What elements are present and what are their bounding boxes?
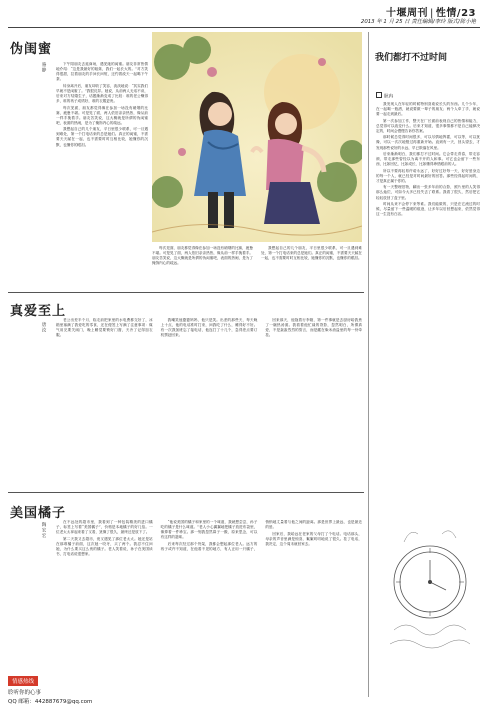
story3-title: 美国橘子 xyxy=(10,506,67,521)
story2-p2: 我嘲笑他婆婆妈妈，他只是笑。出差的那些天，每天晚上十点，他的电话准时打来，问我吃了什么，睡得好不好。有一次我加班忘了接电话，他连打了十几个，急得差点要订机票赶回来。 xyxy=(160,318,258,338)
clock-icon xyxy=(384,520,476,660)
story1-p2: 转身离开后，朋友却收了笑容，淡淡地说：“其实我们早就不是闺蜜了。”我很诧异。她说，从前两人无话不谈，后来对方结婚生子，话题渐渐变成了比较：谁的老公赚得多，谁的孩子成绩好，谁的衣服更贵。 xyxy=(56,83,148,104)
story1-p3: 每次见面，朋友都觉得像在参加一场没有硝烟的比赛，疲惫不堪。可是见了面，两人依旧亲亲热热，像从前一样手挽着手。朋友苦笑说，这大概就是所谓的伪闺蜜吧，表面的热闹，是为了掩饰内心的疏远。 xyxy=(56,105,148,125)
sidebar-author: 耿冉 xyxy=(384,94,394,100)
story1-p1: 下午陪朋友去逛商场，遇见她的闺蜜。朋友非常热情地介绍：“这是我最好的姐妹，我们一起长大的。”对方笑得很甜，拉着朋友的手问长问短，还约着改天一起喝下午茶。 xyxy=(56,62,148,82)
story3-p3: “他说美国的橘子和家里的一个味道，我就想尝尝，孙子吃的橘子是什么味道。”老人小心翼翼地把橘子放进布袋里，像捧着一件珍宝。那一刻我忽然鼻子一酸，原来思念，可以有这样的滋味。 xyxy=(160,520,258,540)
illustration-two-women xyxy=(152,32,362,242)
footer-tag: 情感热线 xyxy=(8,676,38,686)
story1-author: 骆静 xyxy=(41,62,46,74)
sidebar-p3: 那时候总觉得时间很多，可以尽情地挥霍，可以等，可以犹豫，可以一次次地错过再重新开始。直到有一天，回头望去，才发现那些说好的永远，早已散落在风里。 xyxy=(376,135,480,150)
story3-body xyxy=(56,520,362,665)
story1-body xyxy=(56,62,148,272)
story2-p1: 老公出差半个月，临走前把家里的水电费都交好了，冰箱里塞满了我爱吃的零食，还在便签上写满了注意事项：煤气用完要关阀门，晚上睡觉要锁好门窗，天冷了记得加衣服。 xyxy=(56,318,153,338)
sidebar-author-line xyxy=(376,92,393,100)
sidebar-p4: 后来渐渐明白，我们都打不过时间。它会带走青春，带走容颜，带走那些曾经以为离不开的人和事。可它也会留下一些东西，比如回忆，比如成长，比如懂得珍惜眼前的人。 xyxy=(376,152,480,167)
story3-p2: 第二天我又去超市，竟又遇见了那位老太太。她还是站在那堆橘子前面，这次她一咬牙，买了两个。我忍不住问她，为什么要买这么贵的橘子。老人笑着说，孙子在美国读书，打电话说很想家。 xyxy=(56,536,153,556)
story3-author: 陶宏宏 xyxy=(41,522,46,539)
sidebar-separator xyxy=(368,32,369,697)
story1-body-cont xyxy=(152,246,362,290)
footer-line1: 聆听你的心事 xyxy=(8,690,42,696)
masthead-name: 十堰周刊 xyxy=(386,8,429,19)
sidebar-p2: 第一次参加工作，整天在厂长面前表现自己的热情和能力，总觉得可以改变什么。后来才知道，很多事情都不是自己能够决定的，时间会慢慢告诉你答案。 xyxy=(376,118,480,133)
story1-p4-cont: 我想起自己的几个朋友，平日里很少联系，可一旦遇到难处，第一个打电话来的总是她们。真正的闺蜜，不需要天天腻在一起，也不需要时时互相比较，她懂你的沉默，也懂你的眼泪。 xyxy=(261,246,362,261)
footer-hotline xyxy=(8,668,128,705)
masthead: 十堰周刊 | 性情/23 xyxy=(386,8,476,19)
square-bullet-icon xyxy=(376,92,382,98)
sidebar-body xyxy=(376,102,480,514)
story3-p1: 在不远处的超市里，我看到了一种包装精美的进口橘子，标签上写着“美国橘子”，价格是本地橘子的好几倍。一位老太太拿起来看了又看，犹豫了很久，最终还是放下了。 xyxy=(56,520,153,535)
footer-email[interactable]: QQ 邮箱：442887679@qq.com xyxy=(8,699,93,705)
clock-illustration xyxy=(384,520,476,660)
story1-title: 伪闺蜜 xyxy=(10,42,53,57)
divider-2 xyxy=(8,492,364,493)
story1-p4: 我想起自己的几个朋友，平日里很少联系，可一旦遇到难处，第一个打电话来的总是她们。真正的闺蜜，不需要天天腻在一起，也不需要时时互相比较，她懂你的沉默，也懂你的眼泪。 xyxy=(56,127,148,147)
masthead-section: 性情 xyxy=(435,8,457,19)
divider-1 xyxy=(8,292,364,293)
sidebar-p7: 时间从来不会停下来等谁。我们能做的，只是在它流过的时候，尽量留下一些温暖的痕迹，让多年以后回想起来，依然觉得这一生没有白活。 xyxy=(376,202,480,217)
story3-p4: 后来每次经过那个货架，我都会想起那位老人。远方的孩子或许不知道，在他看不见的地方，有人正用一只橘子，悄悄地丈量着与他之间的距离。那是世界上最远，也是最近的爱。 xyxy=(160,520,362,551)
header-info: 2013 年 1 月 25 日 责任编辑/李玲 版式/陈小艳 xyxy=(360,19,476,25)
story2-body xyxy=(56,318,362,488)
story1-p3-cont: 每次见面，朋友都觉得像在参加一场没有硝烟的比赛，疲惫不堪。可是见了面，两人依旧亲亲热热，像从前一样手挽着手。朋友苦笑说，这大概就是所谓的伪闺蜜吧，表面的热闹，是为了掩饰内心的疏远。 xyxy=(152,246,253,266)
sidebar-p1: 我发现人在年轻的时候特别喜欢说长久的东西。几个少年，在一起喝一瓶酒，就说要做一辈子的朋友；两个人牵了手，就说要一起走到最后。 xyxy=(376,102,480,117)
illustration xyxy=(152,32,362,242)
header-rule xyxy=(8,27,480,28)
story2-title: 真爱至上 xyxy=(10,304,67,319)
story2-p3: 回来那天，他拖着行李箱，第一件事就是去厨房给我煮了一碗热汤面。我看着他忙碌的背影，忽然明白，所谓真爱，不是轰轰烈烈的誓言，而是藏在柴米油盐里的每一份牵挂。 xyxy=(265,318,362,338)
sidebar-p6: 有一天整理旧物，翻出一张多年前的合影，照片里的人笑得那么灿烂，可如今大多已经失去了联系。我看了很久，然后把它轻轻放回了盒子里。 xyxy=(376,185,480,200)
sidebar-title: 我们都打不过时间 xyxy=(375,53,448,63)
story2-author: 唐汝 xyxy=(41,322,46,334)
sidebar-p5: 所以不要再轻易许诺永远了，好好过好每一天，好好爱身边的每一个人，就已经是对时间最好的回答。那些经得起时间的，才是真正属于你的。 xyxy=(376,168,480,183)
story3-p5: 回家后，我给远在老家的父母打了个电话。电话那头，母亲的声音里满是惊喜，絮絮叨叨地说了很久。挂了电话，我决定，这个周末就回家去。 xyxy=(265,531,362,546)
page-number: 23 xyxy=(461,8,476,19)
